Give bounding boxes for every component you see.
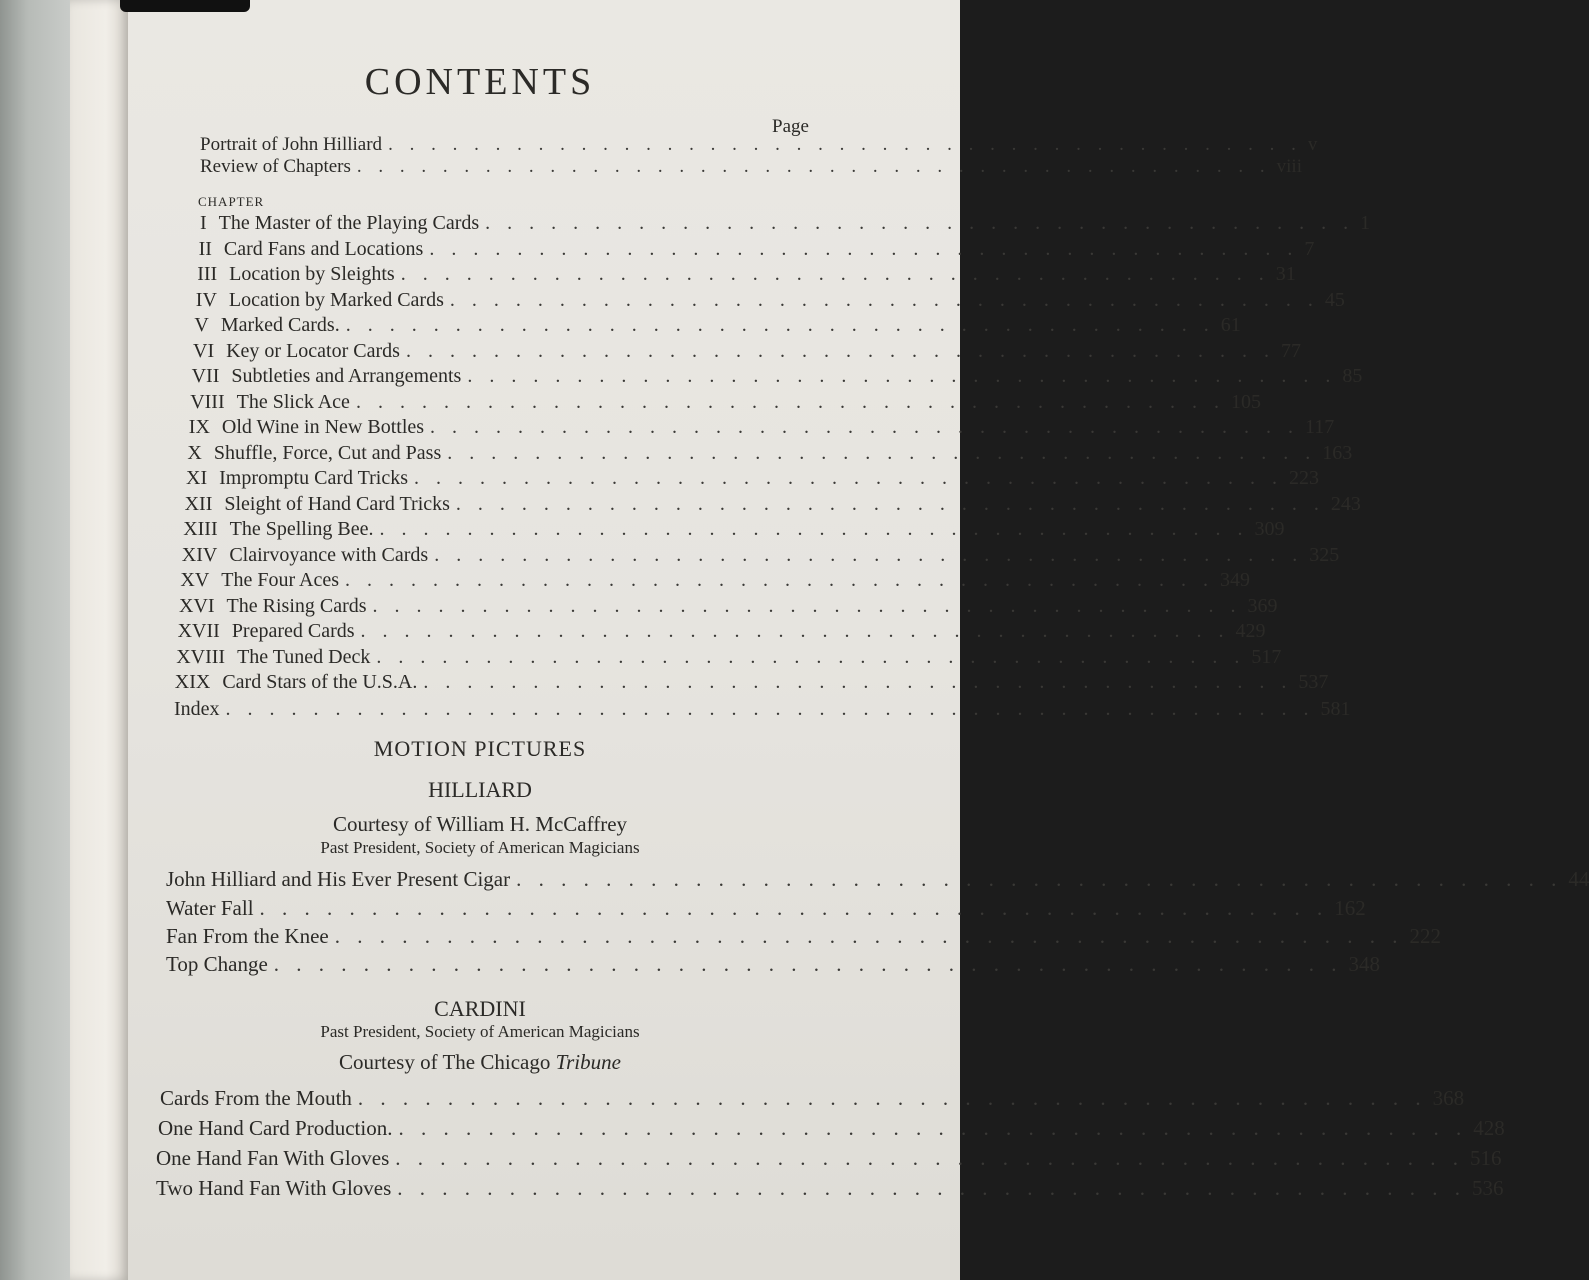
chapter-title: Sleight of Hand Card Tricks: [224, 492, 450, 515]
leader-dots: . . . . . . . . . . . . . . . . . . . . . . . . . . . . . . . . . . . . . . . .: [345, 314, 1215, 336]
film-row: [166, 952, 1381, 977]
chapter-row: [198, 237, 1315, 261]
chapter-page: 61: [1220, 314, 1241, 336]
entry-title: Water Fall: [166, 896, 254, 920]
leader-dots: . . . . . . . . . . . . . . . . . . . . . . . . . . . . . . . . . . . . . . . . . . . . . . . .: [357, 1086, 1427, 1110]
chapter-title: The Tuned Deck: [237, 645, 371, 668]
entry-page: v: [1307, 134, 1318, 155]
chapter-title: Card Fans and Locations: [223, 237, 424, 260]
courtesy-text: Courtesy of The Chicago: [339, 1050, 551, 1074]
entry-page: viii: [1276, 156, 1302, 177]
chapter-page: 325: [1309, 543, 1340, 566]
chapter-number: II: [198, 237, 212, 260]
leader-dots: . . . . . . . . . . . . . . . . . . . . . . . . . . . . . . . . . . . . . . . .: [372, 594, 1242, 617]
chapter-row: [179, 594, 1278, 618]
chapter-page: 105: [1230, 390, 1261, 413]
index-row: [174, 698, 1351, 721]
chapter-column-label: CHAPTER: [198, 194, 265, 209]
chapter-number: XV: [180, 569, 210, 591]
leader-dots: . . . . . . . . . . . . . . . . . . . . . . . . . . . . . . . . . . . . . . . . . . . . . . . .: [334, 924, 1404, 948]
chapter-title: Key or Locator Cards: [226, 339, 400, 362]
chapter-row: [194, 314, 1241, 337]
leader-dots: . . . . . . . . . . . . . . . . . . . . . . . . . . . . . . . . . . . . . . . .: [485, 212, 1355, 234]
hilliard-heading: HILLIARD: [428, 777, 532, 802]
chapter-number: XVII: [177, 620, 220, 642]
entry-page: 581: [1320, 698, 1351, 720]
leader-dots: . . . . . . . . . . . . . . . . . . . . . . . . . . . . . . . . . . . . . . . . . . . . . . . .: [259, 896, 1329, 920]
chapter-page: 243: [1330, 492, 1361, 515]
chapter-page: 7: [1304, 237, 1315, 260]
leader-dots: . . . . . . . . . . . . . . . . . . . . . . . . . . . . . . . . . . . . . . . .: [360, 620, 1230, 642]
chapter-page: 77: [1280, 339, 1301, 362]
leader-dots: . . . . . . . . . . . . . . . . . . . . . . . . . . . . . . . . . . . . . . . .: [447, 441, 1317, 464]
leader-dots: . . . . . . . . . . . . . . . . . . . . . . . . . . . . . . . . . . . . . . . .: [423, 671, 1293, 693]
chapter-row: [195, 288, 1345, 312]
bookmark-tab: [120, 0, 250, 12]
leader-dots: . . . . . . . . . . . . . . . . . . . . . . . . . . . . . . . . . . . . . . . .: [429, 237, 1299, 260]
entry-page: 44: [1568, 867, 1589, 891]
leader-dots: . . . . . . . . . . . . . . . . . . . . . . . . . . . . . . . . . . . . . . . .: [400, 263, 1270, 285]
chapter-row: [177, 620, 1266, 643]
chapter-row: [197, 263, 1296, 286]
entry-title: Cards From the Mouth: [160, 1086, 352, 1110]
chapter-title: Marked Cards.: [220, 314, 340, 336]
motion-pictures-heading: MOTION PICTURES: [373, 736, 587, 761]
chapter-page: 309: [1254, 518, 1285, 540]
chapter-page: 349: [1220, 569, 1251, 591]
film-row: [166, 924, 1441, 949]
newspaper-name: Tribune: [555, 1050, 621, 1074]
film-row: [156, 1176, 1504, 1201]
hilliard-courtesy: Courtesy of William H. McCaffrey: [332, 812, 628, 836]
entry-title: Fan From the Knee: [166, 924, 329, 948]
entry-title: One Hand Fan With Gloves: [156, 1146, 390, 1170]
chapter-page: 223: [1289, 467, 1320, 489]
chapter-number: V: [194, 314, 209, 336]
leader-dots: . . . . . . . . . . . . . . . . . . . . . . . . . . . . . . . . . . . . . . . .: [376, 645, 1246, 668]
chapter-page: 163: [1322, 441, 1353, 464]
front-matter-row: [200, 134, 1318, 156]
chapter-page: 517: [1251, 645, 1282, 668]
leader-dots: . . . . . . . . . . . . . . . . . . . . . . . . . . . . . . . . . . . . . . . .: [345, 569, 1215, 591]
front-matter-row: [200, 156, 1302, 178]
leader-dots: . . . . . . . . . . . . . . . . . . . . . . . . . . . . . . . . . . . . . . . . . . . . . . .: [516, 867, 1563, 891]
chapter-row: [200, 212, 1371, 235]
chapter-row: [187, 441, 1353, 465]
chapter-row: [183, 518, 1285, 541]
entry-page: 162: [1334, 896, 1366, 920]
page-title: CONTENTS: [364, 61, 596, 103]
leader-dots: . . . . . . . . . . . . . . . . . . . . . . . . . . . . . . . . . . . . . . . . . . . . . . . .: [398, 1116, 1468, 1140]
page-gutter: [70, 0, 130, 1280]
chapter-page: 429: [1235, 620, 1266, 642]
chapter-title: The Spelling Bee.: [229, 518, 374, 540]
hilliard-role: Past President, Society of American Magicians: [320, 838, 640, 857]
chapter-page: 537: [1298, 671, 1329, 693]
leader-dots: . . . . . . . . . . . . . . . . . . . . . . . . . . . . . . . . . . . . . . . .: [414, 467, 1284, 489]
film-row: [166, 867, 1589, 892]
leader-dots: . . . . . . . . . . . . . . . . . . . . . . . . . . . . . . . . . . . . . . . .: [355, 390, 1225, 413]
chapter-number: XII: [184, 492, 213, 515]
leader-dots: . . . . . . . . . . . . . . . . . . . . . . . . . . . . . . . . . . . . . . . . . . . . . . . . . .: [225, 698, 1315, 720]
chapter-title: Clairvoyance with Cards: [229, 543, 429, 566]
chapter-number: XIV: [181, 543, 218, 566]
film-row: [160, 1086, 1465, 1111]
leader-dots: . . . . . . . . . . . . . . . . . . . . . . . . . . . . . . . . . . . . . . . .: [467, 365, 1337, 387]
chapter-title: Subtleties and Arrangements: [231, 365, 462, 387]
chapter-number: VIII: [190, 390, 225, 413]
chapter-row: [191, 365, 1363, 388]
chapter-title: Location by Sleights: [229, 263, 395, 285]
chapter-number: IV: [195, 288, 217, 311]
entry-title: Index: [174, 698, 220, 720]
entry-page: 222: [1409, 924, 1441, 948]
chapter-number: XVI: [179, 594, 215, 617]
leader-dots: . . . . . . . . . . . . . . . . . . . . . . . . . . . . . . . . . . . . . . . .: [455, 492, 1325, 515]
entry-page: 536: [1472, 1176, 1504, 1200]
entry-title: Two Hand Fan With Gloves: [156, 1176, 392, 1200]
leader-dots: . . . . . . . . . . . . . . . . . . . . . . . . . . . . . . . . . . . . . . . . . . . . . . . .: [395, 1146, 1464, 1170]
chapter-page: 31: [1275, 263, 1296, 285]
film-row: [158, 1116, 1505, 1141]
film-row: [166, 896, 1366, 921]
cardini-heading: CARDINI: [434, 996, 526, 1021]
leader-dots: . . . . . . . . . . . . . . . . . . . . . . . . . . . . . . . . . . . . . . . .: [405, 339, 1275, 362]
entry-title: Top Change: [166, 952, 268, 976]
entry-page: 516: [1470, 1146, 1502, 1170]
chapter-number: I: [200, 212, 207, 234]
page-column-label: Page: [772, 116, 809, 137]
chapter-title: Impromptu Card Tricks: [219, 467, 409, 489]
leader-dots: . . . . . . . . . . . . . . . . . . . . . . . . . . . . . . . . . . . . . . . .: [434, 543, 1304, 566]
chapter-title: The Master of the Playing Cards: [218, 212, 480, 234]
leader-dots: . . . . . . . . . . . . . . . . . . . . . . . . . . . . . . . . . . . . . . . . . . .: [388, 134, 1302, 155]
chapter-row: [186, 467, 1320, 490]
chapter-row: [181, 543, 1340, 567]
chapter-title: The Rising Cards: [226, 594, 367, 617]
chapter-row: [188, 416, 1335, 439]
chapter-title: Location by Marked Cards: [228, 288, 444, 311]
leader-dots: . . . . . . . . . . . . . . . . . . . . . . . . . . . . . . . . . . . . . . . .: [449, 288, 1319, 311]
book-cover-edge: [0, 0, 70, 1280]
chapter-row: [176, 645, 1282, 669]
entry-title: Review of Chapters: [200, 156, 351, 177]
chapter-title: Shuffle, Force, Cut and Pass: [213, 441, 442, 464]
chapter-title: The Slick Ace: [236, 390, 350, 413]
entry-title: John Hilliard and His Ever Present Cigar: [166, 867, 511, 891]
chapter-page: 117: [1305, 416, 1335, 438]
chapter-title: Old Wine in New Bottles: [221, 416, 425, 438]
chapter-row: [174, 671, 1329, 694]
chapter-number: VI: [193, 339, 215, 362]
leader-dots: . . . . . . . . . . . . . . . . . . . . . . . . . . . . . . . . . . . . . . . .: [430, 416, 1300, 438]
leader-dots: . . . . . . . . . . . . . . . . . . . . . . . . . . . . . . . . . . . . . . . . . . . . . . . .: [273, 952, 1343, 976]
chapter-title: Card Stars of the U.S.A.: [222, 671, 418, 693]
chapter-title: Prepared Cards: [231, 620, 355, 642]
chapter-number: X: [187, 441, 202, 464]
entry-title: One Hand Card Production.: [158, 1116, 393, 1140]
chapter-number: IX: [188, 416, 210, 438]
chapter-number: XIII: [183, 518, 218, 540]
leader-dots: . . . . . . . . . . . . . . . . . . . . . . . . . . . . . . . . . . . . . . . . . . .: [356, 156, 1271, 177]
chapter-page: 45: [1324, 288, 1345, 311]
leader-dots: . . . . . . . . . . . . . . . . . . . . . . . . . . . . . . . . . . . . . . . . . . . . . . . .: [397, 1176, 1467, 1200]
chapter-row: [193, 339, 1301, 363]
chapter-number: XI: [186, 467, 208, 489]
entry-page: 348: [1348, 952, 1381, 976]
chapter-number: VII: [191, 365, 220, 387]
chapter-page: 1: [1360, 212, 1371, 234]
film-row: [156, 1146, 1502, 1171]
chapter-row: [190, 390, 1261, 414]
cardini-role: Past President, Society of American Magicians: [320, 1022, 640, 1041]
chapter-row: [184, 492, 1361, 516]
chapter-page: 85: [1342, 365, 1363, 387]
chapter-title: The Four Aces: [221, 569, 340, 591]
leader-dots: . . . . . . . . . . . . . . . . . . . . . . . . . . . . . . . . . . . . . . . .: [379, 518, 1249, 540]
chapter-number: III: [197, 263, 218, 285]
cardini-courtesy: [0, 1050, 960, 1075]
chapter-number: XIX: [174, 671, 211, 693]
entry-page: 428: [1473, 1116, 1505, 1140]
chapter-number: XVIII: [176, 645, 226, 668]
entry-title: Portrait of John Hilliard: [200, 134, 383, 155]
chapter-page: 369: [1247, 594, 1278, 617]
chapter-row: [180, 569, 1251, 592]
entry-page: 368: [1432, 1086, 1465, 1110]
